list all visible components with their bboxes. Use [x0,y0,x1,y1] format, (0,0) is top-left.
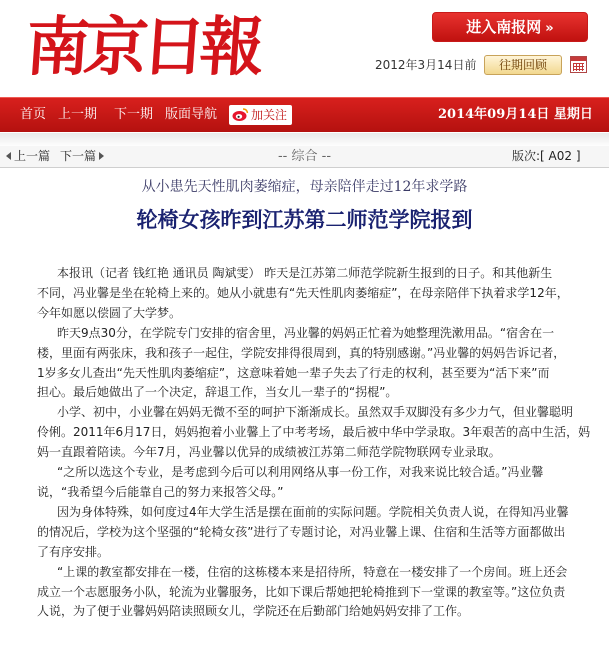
next-article-label: 下一篇 [60,149,97,163]
logo-char-3: 日 [139,10,209,85]
article-subheadline: 从小患先天性肌肉萎缩症，母亲陪伴走过12年求学路 [141,179,468,195]
nanjing-daily-logo[interactable] [23,8,267,88]
text-line: 说，“我希望今后能靠自己的努力来报答父母。” [37,484,284,499]
edition-number: 版次:[ A02 ] [512,149,581,163]
previous-article-link[interactable] [6,146,50,167]
enter-site-label: 进入南报网 [466,18,542,36]
text-line: 妈一直跟着陪读。今年7月，冯业馨以优异的成绩被江苏第二师范学院物联网专业录取。 [37,445,501,460]
paragraph [37,324,577,404]
text-line: 昨天9点30分，在学院专门安排的宿舍里，冯业馨的妈妈正忙着为她整理洗漱用品。“宿舍在一 [57,325,555,340]
weibo-follow-label: 加关注 [251,108,288,122]
next-article-link[interactable] [60,146,104,167]
paragraph [37,264,577,324]
text-line: 的情况后，学校为这个坚强的“轮椅女孩”进行了专题讨论，对冯业馨上课、住宿和生活等方面都做出 [37,524,566,539]
arrow-left-icon [6,152,11,160]
nav-page-navigation-link[interactable]: 版面导航 [165,107,218,122]
article-headline: 轮椅女孩昨到江苏第二师范学院报到 [136,207,473,232]
previous-article-label: 上一篇 [14,149,51,163]
nav-previous-issue-link[interactable]: 上一期 [58,107,98,122]
weibo-icon [232,107,249,122]
text-line: 1岁多女儿查出“先天性肌肉萎缩症”，这意味着她一辈子失去了行走的权利，甚至要为“活下来”而 [37,365,550,380]
text-line: 本报讯（记者 钱红艳 通讯员 陶斌雯） 昨天是江苏第二师范学院新生报到的日子。和其他新生 [57,266,553,280]
nav-home-link[interactable]: 首页 [20,107,47,122]
archive-date-text: 2012年3月14日前 [375,58,477,72]
logo-char-4: 報 [197,10,267,85]
article-body [37,264,591,622]
text-line: 小学、初中，小业馨在妈妈无微不至的呵护下渐渐成长。虽然双手双脚没有多少力气，但业馨聪明 [57,405,574,420]
text-line: 不同，冯业馨是坐在轮椅上来的。她从小就患有“先天性肌肉萎缩症”，在母亲陪伴下执着求学12年， [37,285,569,300]
text-line: 伶俐。2011年6月17日，妈妈抱着小业馨上了中考考场，最后被中华中学录取。3年艰苦的高中生活，妈 [37,425,591,440]
text-line: 因为身体特殊，如何度过4年大学生活是摆在面前的实际问题。学院相关负责人说，在得知冯业馨 [57,504,569,519]
text-line: 成立一个志愿服务小队，轮流为业馨服务，比如下课后帮她把轮椅推到下一堂课的教室等。”这位负责 [37,584,566,599]
text-line: 今年如愿以偿圆了大学梦。 [37,305,182,320]
calendar-icon[interactable] [570,56,587,73]
header-separator [0,133,609,147]
article-toolbar [0,146,609,168]
weibo-follow-button[interactable] [229,105,292,125]
paragraph [37,403,591,463]
text-line: 担心。最后她做出了一个决定，辞退工作，当女儿一辈子的“拐棍”。 [37,385,398,400]
text-line: 人说，为了便于业馨妈妈陪读照顾女儿，学院还在后勤部门给她妈妈安排了工作。 [37,604,470,619]
logo-char-1: 南 [23,10,93,85]
nav-next-issue-link[interactable]: 下一期 [114,107,154,122]
text-line: 了有序安排。 [37,544,110,559]
text-line: “之所以选这个专业，是考虑到今后可以利用网络从事一份工作，对我来说比较合适。”冯业馨 [57,465,544,480]
paragraph [37,463,577,503]
text-line: 楼，里面有两张床，我和孩子一起住，学院安排得很周到，真的特别感谢。”冯业馨的妈妈告诉记者， [37,345,566,360]
paragraph [37,503,577,563]
past-issues-button[interactable]: 往期回顾 [484,55,562,75]
text-line: “上课的教室都安排在一楼，住宿的这栋楼本来是招待所，特意在一楼安排了一个房间。班上还会 [57,564,568,579]
section-name: -- 综合 -- [277,149,332,164]
logo-char-2: 京 [81,10,151,85]
paragraph [37,563,577,623]
arrow-right-icon [99,152,104,160]
issue-date: 2014年09月14日 星期日 [438,107,593,122]
top-nav-bar [0,97,609,132]
enter-site-button[interactable] [432,12,588,42]
double-chevron-right-icon: » [545,21,554,36]
masthead [0,0,609,92]
